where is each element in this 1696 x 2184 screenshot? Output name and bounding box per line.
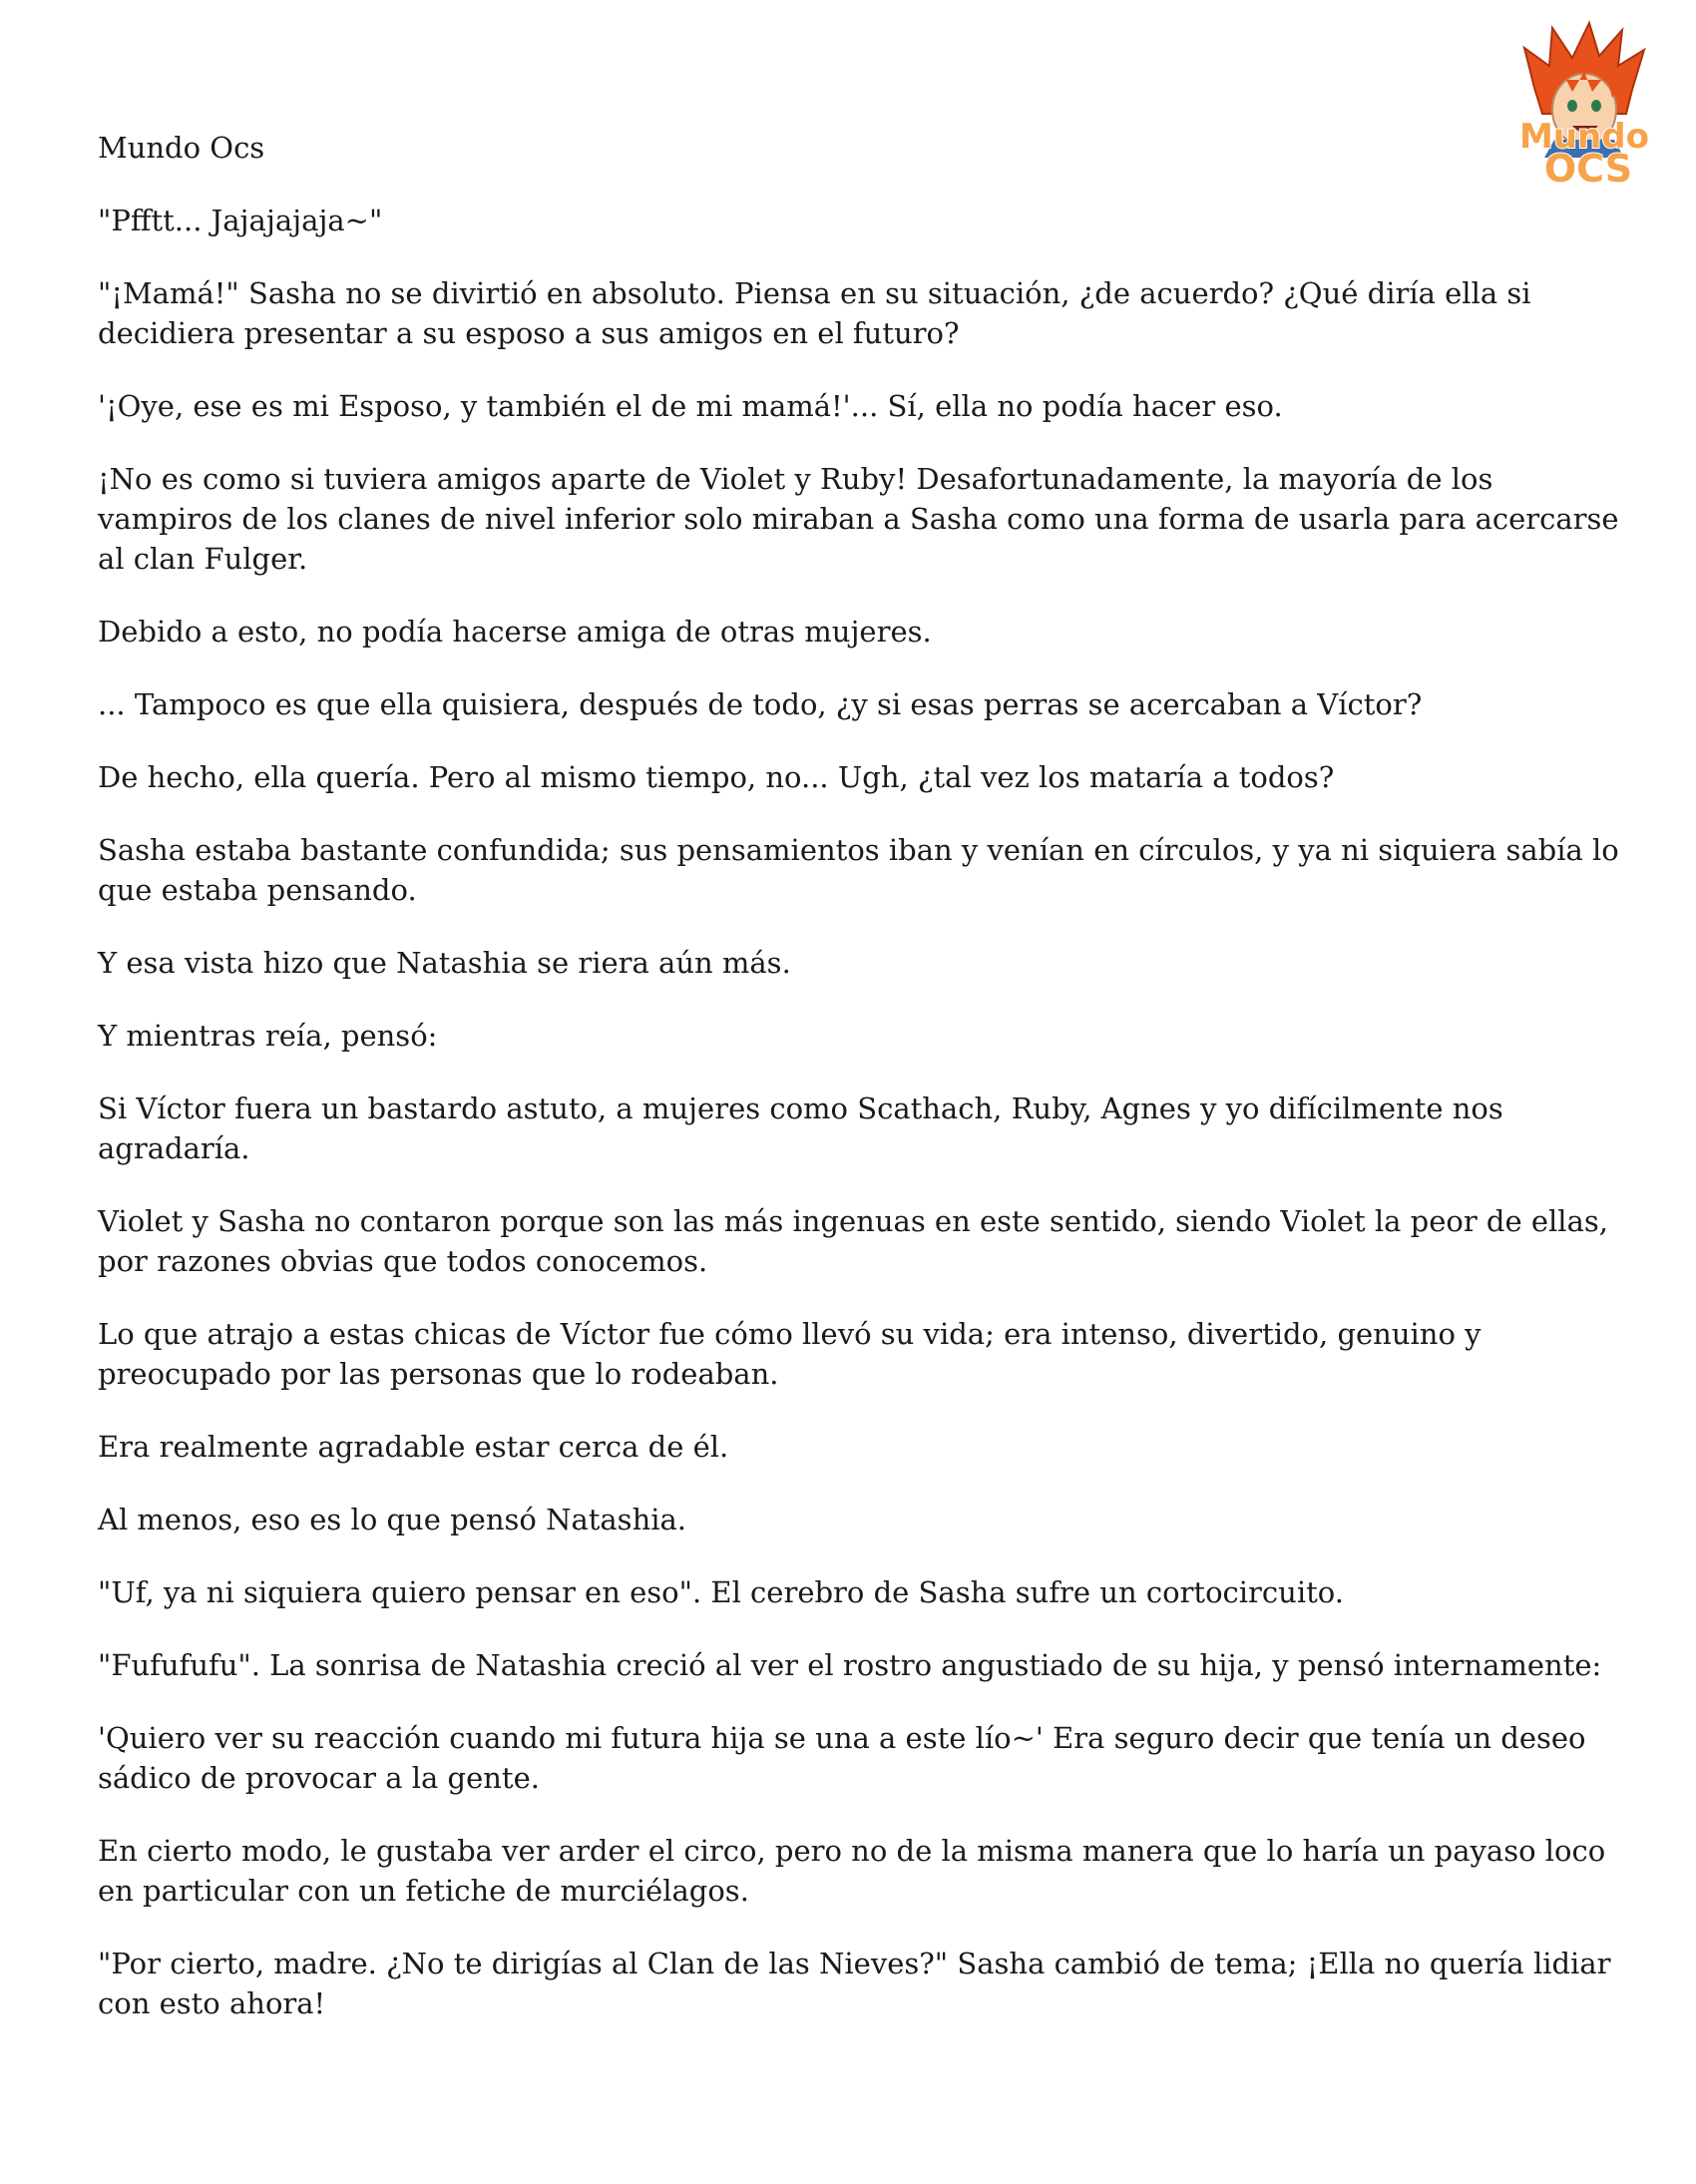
- document-body: [98, 128, 1634, 2056]
- paragraph: Y mientras reía, pensó:: [98, 1019, 438, 1053]
- paragraph: ... Tampoco es que ella quisiera, después de todo, ¿y si esas perras se acercaban a Víctor?: [98, 687, 1423, 721]
- paragraph: Sasha estaba bastante confundida; sus pensamientos iban y venían en círculos, y ya ni siquiera sabía lo que estaba pensando.: [98, 833, 1619, 907]
- paragraph: "Fufufufu". La sonrisa de Natashia creció al ver el rostro angustiado de su hija, y pensó internamente:: [98, 1648, 1602, 1682]
- paragraph: 'Quiero ver su reacción cuando mi futura hija se una a este lío~' Era seguro decir que tenía un deseo sádico de provocar a la gente.: [98, 1721, 1586, 1795]
- paragraph: ¡No es como si tuviera amigos aparte de Violet y Ruby! Desafortunadamente, la mayoría de los vampiros de los clanes de nivel inferior solo miraban a Sasha como una forma de usarla para acercarse al clan Fulger.: [98, 462, 1619, 576]
- paragraph: Y esa vista hizo que Natashia se riera aún más.: [98, 946, 791, 980]
- paragraph: Debido a esto, no podía hacerse amiga de otras mujeres.: [98, 615, 932, 649]
- paragraph: Lo que atrajo a estas chicas de Víctor fue cómo llevó su vida; era intenso, divertido, genuino y preocupado por las personas que lo rodeaban.: [98, 1317, 1482, 1391]
- paragraph: "Por cierto, madre. ¿No te dirigías al Clan de las Nieves?" Sasha cambió de tema; ¡Ella no quería lidiar con esto ahora!: [98, 1947, 1611, 2020]
- paragraph: Era realmente agradable estar cerca de él.: [98, 1430, 729, 1464]
- paragraph: "¡Mamá!" Sasha no se divirtió en absoluto. Piensa en su situación, ¿de acuerdo? ¿Qué diría ella si decidiera presentar a su esposo a sus amigos en el futuro?: [98, 276, 1531, 350]
- logo-text-line2: OCS: [1543, 147, 1633, 191]
- paragraph: Violet y Sasha no contaron porque son las más ingenuas en este sentido, siendo Violet la peor de ellas, por razones obvias que todos conocemos.: [98, 1204, 1608, 1278]
- paragraph: '¡Oye, ese es mi Esposo, y también el de mi mamá!'... Sí, ella no podía hacer eso.: [98, 389, 1283, 423]
- paragraph: "Pfftt... Jajajajaja~": [98, 204, 383, 237]
- paragraph: De hecho, ella quería. Pero al mismo tiempo, no... Ugh, ¿tal vez los mataría a todos?: [98, 760, 1335, 794]
- paragraph: Si Víctor fuera un bastardo astuto, a mujeres como Scathach, Ruby, Agnes y yo difícilmente nos agradaría.: [98, 1092, 1503, 1165]
- paragraph: Al menos, eso es lo que pensó Natashia.: [98, 1503, 687, 1536]
- site-name-heading: Mundo Ocs: [98, 131, 265, 165]
- paragraph: "Uf, ya ni siquiera quiero pensar en eso". El cerebro de Sasha sufre un cortocircuito.: [98, 1575, 1344, 1609]
- logo-text-line1: Mundo: [1519, 117, 1649, 157]
- paragraph: En cierto modo, le gustaba ver arder el circo, pero no de la misma manera que lo haría un payaso loco en particular con un fetiche de murciélagos.: [98, 1834, 1606, 1908]
